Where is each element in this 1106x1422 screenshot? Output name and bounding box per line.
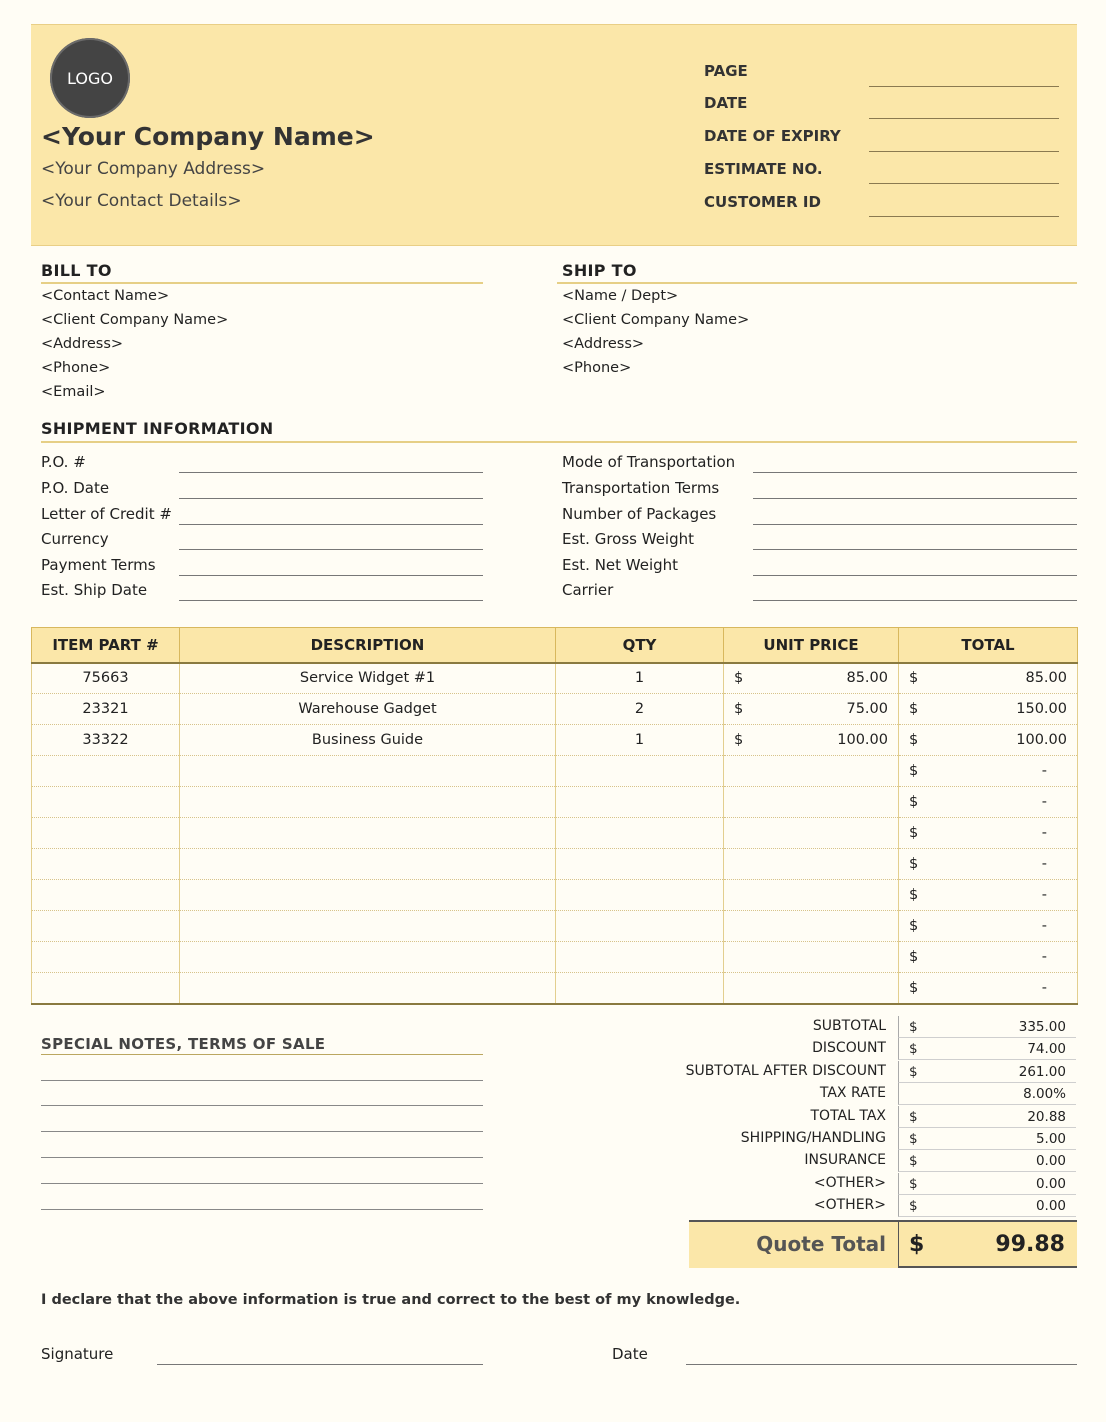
currency-symbol: $ bbox=[909, 1063, 918, 1080]
notes-heading: SPECIAL NOTES, TERMS OF SALE bbox=[41, 1035, 326, 1053]
meta-field-estimate-no[interactable] bbox=[869, 183, 1059, 184]
quote-total-value-box bbox=[898, 1220, 1077, 1268]
cell-total bbox=[899, 694, 1078, 725]
ship-to-heading: SHIP TO bbox=[562, 261, 637, 280]
cell-item-part[interactable] bbox=[32, 942, 180, 973]
cell-unit-price[interactable] bbox=[724, 973, 899, 1004]
totals-value: 261.00 bbox=[1018, 1063, 1066, 1080]
totals-value-cell[interactable] bbox=[898, 1083, 1076, 1105]
total-value: - bbox=[1041, 949, 1047, 965]
signature-field[interactable] bbox=[157, 1364, 483, 1365]
cell-total bbox=[899, 849, 1078, 880]
shipment-label-mode-of-transportation: Mode of Transportation bbox=[562, 453, 736, 471]
col-header-item-part: ITEM PART # bbox=[32, 628, 180, 663]
notes-line[interactable] bbox=[41, 1080, 483, 1081]
shipment-field-po-date[interactable] bbox=[179, 498, 483, 499]
total-value: - bbox=[1041, 979, 1047, 996]
currency-symbol: $ bbox=[909, 1152, 918, 1169]
meta-field-page[interactable] bbox=[869, 86, 1059, 87]
cell-qty[interactable] bbox=[556, 849, 724, 880]
totals-value-cell[interactable] bbox=[898, 1038, 1076, 1060]
table-row bbox=[32, 880, 1078, 911]
unit-price-value: 85.00 bbox=[846, 670, 888, 687]
col-header-total: TOTAL bbox=[899, 628, 1078, 663]
bill-to-address: <Address> bbox=[41, 336, 124, 352]
shipment-field-po[interactable] bbox=[179, 472, 483, 473]
table-row bbox=[32, 942, 1078, 973]
totals-label: INSURANCE bbox=[804, 1152, 886, 1168]
currency-symbol: $ bbox=[909, 794, 919, 810]
bill-to-email: <Email> bbox=[41, 384, 106, 400]
shipment-field-currency[interactable] bbox=[179, 549, 483, 550]
meta-label-estimate-no: ESTIMATE NO. bbox=[704, 160, 823, 178]
currency-symbol: $ bbox=[909, 856, 919, 872]
cell-item-part[interactable] bbox=[32, 818, 180, 849]
ship-to-company: <Client Company Name> bbox=[562, 312, 750, 328]
table-row bbox=[32, 787, 1078, 818]
shipment-field-est-gross-weight[interactable] bbox=[753, 549, 1077, 550]
total-value: - bbox=[1041, 856, 1047, 872]
totals-value: 8.00% bbox=[1023, 1085, 1066, 1102]
company-name: <Your Company Name> bbox=[41, 122, 375, 151]
cell-unit-price[interactable] bbox=[724, 880, 899, 911]
bill-to-rule bbox=[41, 282, 483, 284]
cell-unit-price[interactable] bbox=[724, 942, 899, 973]
bill-to-heading: BILL TO bbox=[41, 261, 112, 280]
cell-item-part[interactable]: 23321 bbox=[32, 694, 180, 725]
totals-label: DISCOUNT bbox=[812, 1040, 886, 1056]
signature-date-label: Date bbox=[612, 1345, 648, 1363]
cell-description[interactable] bbox=[180, 849, 556, 880]
currency-symbol: $ bbox=[909, 701, 919, 717]
shipment-field-mode-of-transportation[interactable] bbox=[753, 472, 1077, 473]
shipment-label-carrier: Carrier bbox=[562, 581, 614, 599]
currency-symbol: $ bbox=[734, 732, 744, 748]
bill-to-phone: <Phone> bbox=[41, 360, 111, 376]
cell-unit-price[interactable] bbox=[724, 756, 899, 787]
cell-unit-price[interactable] bbox=[724, 787, 899, 818]
cell-description[interactable] bbox=[180, 756, 556, 787]
totals-value: 20.88 bbox=[1027, 1108, 1066, 1125]
totals-label: <OTHER> bbox=[813, 1175, 886, 1191]
cell-qty[interactable]: 1 bbox=[556, 663, 724, 694]
notes-line[interactable] bbox=[41, 1157, 483, 1158]
notes-line[interactable] bbox=[41, 1209, 483, 1210]
meta-label-date-of-expiry: DATE OF EXPIRY bbox=[704, 127, 841, 145]
shipment-field-payment-terms[interactable] bbox=[179, 575, 483, 576]
total-value: - bbox=[1041, 887, 1047, 903]
shipment-label-currency: Currency bbox=[41, 530, 109, 548]
cell-qty[interactable] bbox=[556, 818, 724, 849]
cell-qty[interactable]: 2 bbox=[556, 694, 724, 725]
shipment-label-payment-terms: Payment Terms bbox=[41, 556, 156, 574]
unit-price-value: 75.00 bbox=[846, 701, 888, 717]
totals-label: SUBTOTAL AFTER DISCOUNT bbox=[685, 1063, 886, 1079]
currency-symbol: $ bbox=[909, 1130, 918, 1147]
table-row bbox=[32, 694, 1078, 725]
notes-line[interactable] bbox=[41, 1105, 483, 1106]
cell-description[interactable] bbox=[180, 973, 556, 1004]
unit-price-value: 100.00 bbox=[837, 732, 888, 748]
meta-label-page: PAGE bbox=[704, 62, 748, 80]
shipment-label-est-gross-weight: Est. Gross Weight bbox=[562, 530, 695, 548]
shipment-label-transportation-terms: Transportation Terms bbox=[562, 479, 720, 497]
cell-description[interactable]: Warehouse Gadget bbox=[180, 694, 556, 725]
currency-symbol: $ bbox=[909, 1108, 918, 1125]
meta-label-customer-id: CUSTOMER ID bbox=[704, 193, 821, 211]
total-value: - bbox=[1041, 825, 1047, 841]
totals-value-cell[interactable] bbox=[898, 1106, 1076, 1128]
shipment-field-letter-of-credit[interactable] bbox=[179, 524, 483, 525]
cell-total bbox=[899, 973, 1078, 1004]
cell-qty[interactable] bbox=[556, 973, 724, 1004]
table-row bbox=[32, 818, 1078, 849]
shipment-field-est-net-weight[interactable] bbox=[753, 575, 1077, 576]
totals-value: 0.00 bbox=[1035, 1152, 1066, 1169]
currency-symbol: $ bbox=[909, 732, 919, 748]
col-header-description: DESCRIPTION bbox=[180, 628, 556, 663]
notes-line[interactable] bbox=[41, 1131, 483, 1132]
bill-to-contact-name: <Contact Name> bbox=[41, 288, 170, 304]
totals-value-cell[interactable] bbox=[898, 1173, 1076, 1195]
shipment-label-po-date: P.O. Date bbox=[41, 479, 110, 497]
table-row bbox=[32, 911, 1078, 942]
cell-total bbox=[899, 756, 1078, 787]
cell-item-part[interactable]: 33322 bbox=[32, 725, 180, 756]
totals-label: <OTHER> bbox=[813, 1197, 886, 1213]
cell-description[interactable] bbox=[180, 911, 556, 942]
totals-value: 0.00 bbox=[1035, 1197, 1066, 1214]
currency-symbol: $ bbox=[909, 949, 919, 965]
currency-symbol: $ bbox=[909, 825, 919, 841]
currency-symbol: $ bbox=[909, 670, 919, 687]
cell-description[interactable] bbox=[180, 787, 556, 818]
cell-total bbox=[899, 787, 1078, 818]
signature-date-field[interactable] bbox=[686, 1364, 1077, 1365]
cell-unit-price[interactable] bbox=[724, 911, 899, 942]
cell-total bbox=[899, 818, 1078, 849]
cell-qty[interactable] bbox=[556, 787, 724, 818]
cell-item-part[interactable] bbox=[32, 756, 180, 787]
cell-item-part[interactable] bbox=[32, 911, 180, 942]
bill-to-company: <Client Company Name> bbox=[41, 312, 229, 328]
shipment-label-po: P.O. # bbox=[41, 453, 86, 471]
currency-symbol: $ bbox=[909, 1197, 918, 1214]
cell-total bbox=[899, 911, 1078, 942]
cell-description[interactable]: Business Guide bbox=[180, 725, 556, 756]
shipment-heading: SHIPMENT INFORMATION bbox=[41, 419, 274, 438]
cell-description[interactable]: Service Widget #1 bbox=[180, 663, 556, 694]
shipment-rule bbox=[41, 441, 1077, 443]
total-value: 100.00 bbox=[1016, 732, 1067, 748]
cell-unit-price[interactable] bbox=[724, 663, 899, 694]
totals-value: 0.00 bbox=[1035, 1175, 1066, 1192]
cell-unit-price[interactable] bbox=[724, 725, 899, 756]
totals-value-cell[interactable] bbox=[898, 1195, 1076, 1217]
total-value: - bbox=[1041, 918, 1047, 934]
quote-total-label: Quote Total bbox=[756, 1232, 886, 1256]
total-value: 85.00 bbox=[1025, 670, 1067, 687]
meta-field-date[interactable] bbox=[869, 118, 1059, 119]
currency-symbol: $ bbox=[734, 701, 744, 717]
shipment-field-carrier[interactable] bbox=[753, 600, 1077, 601]
quote-total-value: 99.88 bbox=[995, 1231, 1065, 1257]
currency-symbol: $ bbox=[909, 1175, 918, 1192]
cell-description[interactable] bbox=[180, 942, 556, 973]
totals-label: SHIPPING/HANDLING bbox=[740, 1130, 886, 1146]
cell-total bbox=[899, 725, 1078, 756]
table-row bbox=[32, 849, 1078, 880]
table-row bbox=[32, 756, 1078, 787]
totals-value-cell[interactable] bbox=[898, 1128, 1076, 1150]
col-header-qty: QTY bbox=[556, 628, 724, 663]
cell-item-part[interactable] bbox=[32, 787, 180, 818]
cell-total bbox=[899, 663, 1078, 694]
cell-unit-price[interactable] bbox=[724, 694, 899, 725]
totals-label: TAX RATE bbox=[819, 1085, 886, 1101]
quote-total-currency: $ bbox=[909, 1231, 925, 1257]
totals-label: SUBTOTAL bbox=[812, 1018, 886, 1034]
ship-to-phone: <Phone> bbox=[562, 360, 632, 376]
total-value: 150.00 bbox=[1016, 701, 1067, 717]
items-header-row bbox=[32, 628, 1078, 663]
currency-symbol: $ bbox=[909, 763, 919, 779]
meta-label-date: DATE bbox=[704, 94, 748, 112]
currency-symbol: $ bbox=[734, 670, 744, 687]
currency-symbol: $ bbox=[909, 887, 919, 903]
shipment-label-est-ship-date: Est. Ship Date bbox=[41, 581, 148, 599]
cell-qty[interactable] bbox=[556, 942, 724, 973]
shipment-field-transportation-terms[interactable] bbox=[753, 498, 1077, 499]
notes-rule bbox=[41, 1054, 483, 1055]
cell-qty[interactable] bbox=[556, 756, 724, 787]
items-table bbox=[31, 627, 1078, 1005]
ship-to-address: <Address> bbox=[562, 336, 645, 352]
shipment-label-est-net-weight: Est. Net Weight bbox=[562, 556, 679, 574]
cell-description[interactable] bbox=[180, 818, 556, 849]
total-value: - bbox=[1041, 794, 1047, 810]
currency-symbol: $ bbox=[909, 1040, 918, 1057]
table-row bbox=[32, 973, 1078, 1004]
signature-label: Signature bbox=[41, 1345, 114, 1363]
currency-symbol: $ bbox=[909, 918, 919, 934]
meta-field-customer-id[interactable] bbox=[869, 216, 1059, 217]
declaration-text: I declare that the above information is true and correct to the best of my knowledge. bbox=[41, 1292, 741, 1308]
cell-unit-price[interactable] bbox=[724, 849, 899, 880]
company-logo: LOGO bbox=[50, 38, 130, 118]
company-address: <Your Company Address> bbox=[41, 159, 266, 179]
col-header-unit-price: UNIT PRICE bbox=[724, 628, 899, 663]
ship-to-rule bbox=[557, 282, 1077, 284]
cell-item-part[interactable] bbox=[32, 849, 180, 880]
cell-item-part[interactable] bbox=[32, 973, 180, 1004]
notes-line[interactable] bbox=[41, 1183, 483, 1184]
shipment-field-est-ship-date[interactable] bbox=[179, 600, 483, 601]
table-row bbox=[32, 725, 1078, 756]
shipment-label-letter-of-credit: Letter of Credit # bbox=[41, 505, 172, 523]
total-value: - bbox=[1041, 763, 1047, 779]
totals-value: 5.00 bbox=[1035, 1130, 1066, 1147]
table-row bbox=[32, 663, 1078, 694]
shipment-field-number-of-packages[interactable] bbox=[753, 524, 1077, 525]
items-body bbox=[32, 663, 1078, 1004]
meta-field-date-of-expiry[interactable] bbox=[869, 151, 1059, 152]
cell-qty[interactable] bbox=[556, 911, 724, 942]
totals-label: TOTAL TAX bbox=[810, 1108, 886, 1124]
totals-value-cell[interactable] bbox=[898, 1061, 1076, 1083]
cell-qty[interactable] bbox=[556, 880, 724, 911]
totals-value-cell[interactable] bbox=[898, 1016, 1076, 1038]
cell-unit-price[interactable] bbox=[724, 818, 899, 849]
cell-qty[interactable]: 1 bbox=[556, 725, 724, 756]
currency-symbol: $ bbox=[909, 979, 919, 996]
company-contact-details: <Your Contact Details> bbox=[41, 191, 242, 211]
cell-total bbox=[899, 880, 1078, 911]
shipment-label-number-of-packages: Number of Packages bbox=[562, 505, 717, 523]
totals-value: 74.00 bbox=[1027, 1040, 1066, 1057]
cell-item-part[interactable]: 75663 bbox=[32, 663, 180, 694]
cell-description[interactable] bbox=[180, 880, 556, 911]
currency-symbol: $ bbox=[909, 1018, 918, 1035]
totals-value-cell[interactable] bbox=[898, 1150, 1076, 1172]
cell-total bbox=[899, 942, 1078, 973]
cell-item-part[interactable] bbox=[32, 880, 180, 911]
ship-to-name-dept: <Name / Dept> bbox=[562, 288, 679, 304]
totals-value: 335.00 bbox=[1018, 1018, 1066, 1035]
